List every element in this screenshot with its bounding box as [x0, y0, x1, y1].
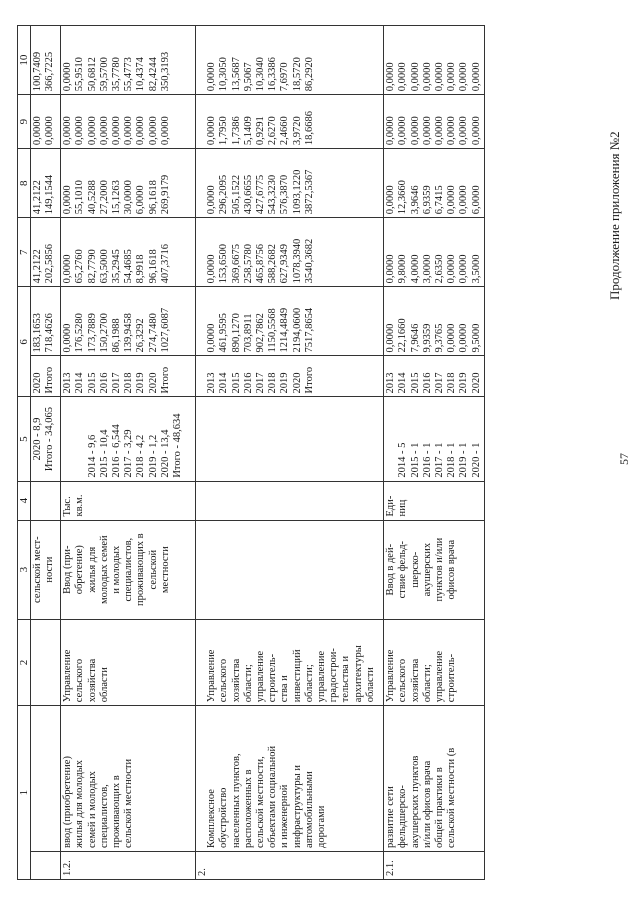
- col9-values: 0,0000 0,0000 0,0000 0,0000 0,0000 0,0000 0,0000 0,0000: [384, 95, 485, 149]
- header-col-10: 10: [18, 26, 31, 95]
- col8-values: 0,0000 12,3660 3,9646 6,9359 6,7415 0,0000 0,0000 6,0000: [384, 149, 485, 218]
- col9-values: 0,0000 0,0000: [31, 95, 61, 149]
- header-col-5: 5: [18, 397, 31, 481]
- header-col-9: 9: [18, 95, 31, 149]
- unit: [31, 481, 61, 520]
- col8-values: 0,0000 55,1010 40,5288 27,2000 15,1263 30,0000 6,0000 96,1618 269,9179: [61, 149, 196, 218]
- measure-name: развитие сети фельдшерско- акушерских пунктов и/или офисов врача общей практики в сельской местности (в: [384, 706, 485, 852]
- target-values: 2020 - 8,9 Итого - 34,065: [31, 397, 61, 481]
- years: 2013 2014 2015 2016 2017 2018 2019 2020: [384, 356, 485, 397]
- years: 2013 2014 2015 2016 2017 2018 2019 2020 Итого: [61, 356, 196, 397]
- row-number: 2.: [196, 851, 384, 879]
- measure-name: ввод (приобретение) жилья для молодых семей и молодых специалистов, проживающих в сельской местности: [61, 706, 196, 852]
- row-number: [31, 851, 61, 879]
- col9-values: 0,0000 0,0000 0,0000 0,0000 0,0000 0,0000 0,0000 0,0000 0,0000: [61, 95, 196, 149]
- unit: Еди- ниц: [384, 481, 485, 520]
- measure-name: Комплексное обустройство населенных пунктов, расположенных в сельской местности, объектами социальной и инженерной инфраструктуры и автомобильными дорогами: [196, 706, 384, 852]
- unit: Тыс. кв.м.: [61, 481, 196, 520]
- table-row: [61, 26, 196, 880]
- unit: [196, 481, 384, 520]
- header-col-2: 2: [18, 619, 31, 705]
- col10-values: 0,0000 10,3050 13,5687 9,5067 10,3040 16,3386 7,6970 18,5720 86,2920: [196, 26, 384, 95]
- col10-values: 0,0000 55,9510 50,6812 59,5700 35,7780 55,4773 10,4374 82,4244 350,3193: [61, 26, 196, 95]
- indicator: Ввод в дей- ствие фельд- шерско- акушерских пунктов и/или офисов врача: [384, 520, 485, 619]
- col6-values: 183,1653 718,4626: [31, 287, 61, 356]
- target-values: 2014 - 9,6 2015 - 10,4 2016 - 6,544 2017 - 3,29 2018 - 4,2 2019 - 1,2 2020 - 13,4 Итого - 48,634: [61, 397, 196, 481]
- executor: Управление сельского хозяйства области; управление строитель-: [384, 619, 485, 705]
- target-values: 2014 - 5 2015 - 1 2016 - 1 2017 - 1 2018 - 1 2019 - 1 2020 - 1: [384, 397, 485, 481]
- col7-values: 0,0000 9,8000 4,0000 3,0000 2,6350 0,0000 0,0000 3,5000: [384, 218, 485, 287]
- target-values: [196, 397, 384, 481]
- indicator: сельской мест- ности: [31, 520, 61, 619]
- executor: [31, 619, 61, 705]
- years: 2013 2014 2015 2016 2017 2018 2019 2020 Итого: [196, 356, 384, 397]
- col7-values: 41,2122 202,5856: [31, 218, 61, 287]
- indicator: [196, 520, 384, 619]
- table-row: [31, 26, 61, 880]
- executor: Управление сельского хозяйства области: [61, 619, 196, 705]
- measure-name: [31, 706, 61, 852]
- col10-values: 100,7409 366,7225: [31, 26, 61, 95]
- header-col-7: 7: [18, 218, 31, 287]
- col7-values: 0,0000 153,6500 369,6675 258,5780 465,8756 588,2682 627,9349 1078,3940 3540,3682: [196, 218, 384, 287]
- table-row: [196, 26, 384, 880]
- col6-values: 0,0000 461,9595 890,1270 703,8911 902,7862 1150,5568 1214,4849 2194,0600 7517,8654: [196, 287, 384, 356]
- header-col-3: 3: [18, 520, 31, 619]
- col8-values: 0,0000 296,2095 505,1522 430,6655 427,6775 543,3230 576,3870 1093,1220 3872,5367: [196, 149, 384, 218]
- appendix-title: Продолжение приложения №2: [607, 131, 622, 300]
- indicator: Ввод (при- обретение) жилья для молодых семей и молодых специалистов, проживающих в сельской местности: [61, 520, 196, 619]
- row-number: 2.1.: [384, 851, 485, 879]
- table-row: [384, 26, 485, 880]
- col9-values: 0,0000 1,7950 1,7386 5,1409 0,9291 2,6270 2,4660 3,9720 18,6686: [196, 95, 384, 149]
- col7-values: 0,0000 65,2760 82,7790 63,5000 35,2945 54,4685 8,9918 96,1618 407,3716: [61, 218, 196, 287]
- col6-values: 0,0000 22,1660 7,9646 9,9359 9,3765 0,0000 0,0000 9,5000: [384, 287, 485, 356]
- header-col-8: 8: [18, 149, 31, 218]
- header-col-6: 6: [18, 287, 31, 397]
- program-table: [17, 25, 485, 880]
- row-number: 1.2.: [61, 851, 196, 879]
- executor: Управление сельского хозяйства области; управление строитель- ства и инвестиций области; управление градострои- тельства и архитектуры области: [196, 619, 384, 705]
- col8-values: 41,2122 149,1544: [31, 149, 61, 218]
- col10-values: 0,0000 0,0000 0,0000 0,0000 0,0000 0,0000 0,0000 0,0000: [384, 26, 485, 95]
- header-row: [18, 26, 31, 880]
- header-col-1: 1: [18, 706, 31, 880]
- header-col-4: 4: [18, 481, 31, 520]
- page-number: 57: [617, 453, 631, 465]
- years: 2020 Итого: [31, 356, 61, 397]
- col6-values: 0,0000 176,5280 173,7889 150,2700 86,1988 139,9458 26,3292 274,7480 1027,6087: [61, 287, 196, 356]
